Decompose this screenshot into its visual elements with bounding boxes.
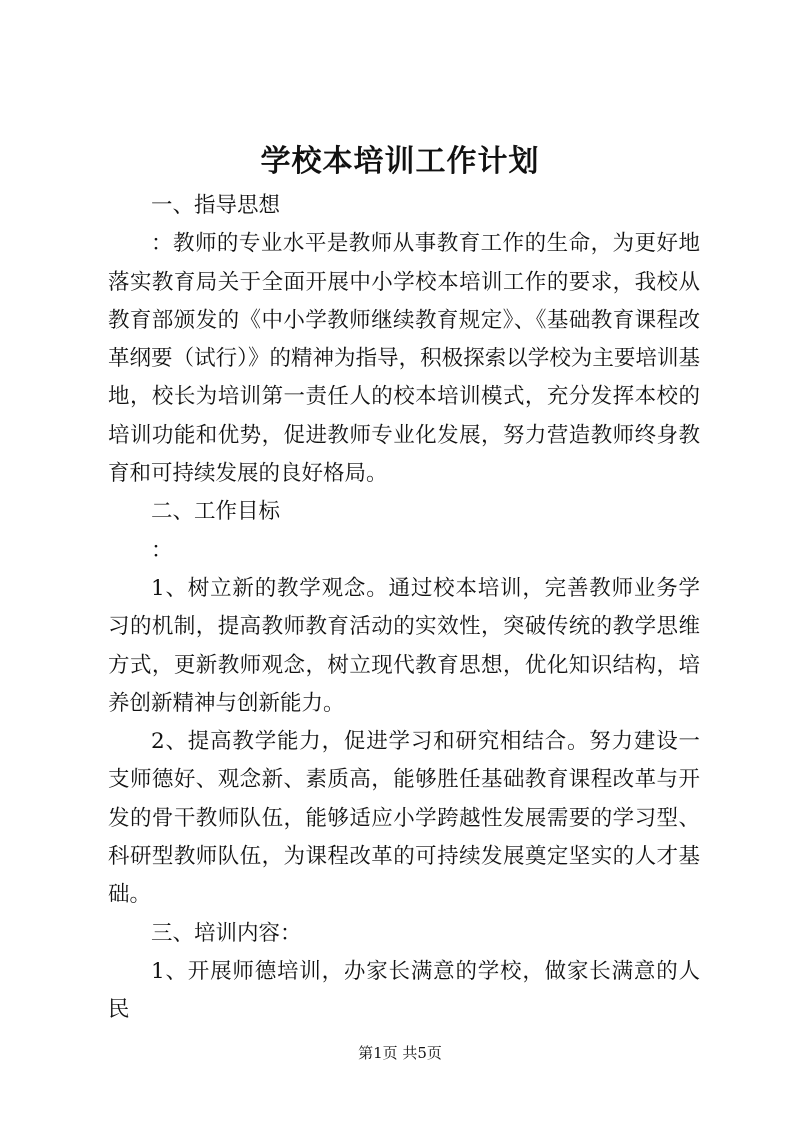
section-heading-work-goals: 二、工作目标 — [151, 499, 281, 525]
section-heading-guiding-ideology: 一、指导思想 — [151, 193, 281, 218]
paragraph-goal-2: 2、提高教学能力，促进学习和研究相结合。努力建设一支师德好、观念新、素质高，能够胜任基础教育课程改革与开发的骨干教师队伍，能够适应小学跨越性发展需要的学习型、科研型教师队伍，为课程改革的可持续发展奠定坚实的人才基础。 — [108, 729, 700, 908]
paragraph-goal-1: 1、树立新的教学观念。通过校本培训，完善教师业务学习的机制，提高教师教育活动的实效性，突破传统的教学思维方式，更新教师观念，树立现代教育思想，优化知识结构，培养创新精神与创新能力。 — [108, 575, 700, 716]
paragraph-content-1: 1、开展师德培训，办家长满意的学校，做家长满意的人民 — [108, 958, 700, 1023]
document-body — [108, 187, 700, 1030]
document-title: 学校本培训工作计划 — [260, 144, 540, 179]
section-heading-training-content: 三、培训内容： — [151, 920, 302, 946]
paragraph-guiding-ideology: ：教师的专业水平是教师从事教育工作的生命，为更好地落实教育局关于全面开展中小学校本培训工作的要求，我校从教育部颁发的《中小学教师继续教育规定》、《基础教育课程改革纲要（试行）》的精神为指导，积极探索以学校为主要培训基地，校长为培训第一责任人的校本培训模式，充分发挥本校的培训功能和优势，促进教师专业化发展，努力营造教师终身教育和可持续发展的良好格局。 — [108, 231, 700, 487]
paragraph-colon: ： — [151, 537, 173, 563]
page-number-footer: 第1页 共5页 — [358, 1044, 442, 1062]
